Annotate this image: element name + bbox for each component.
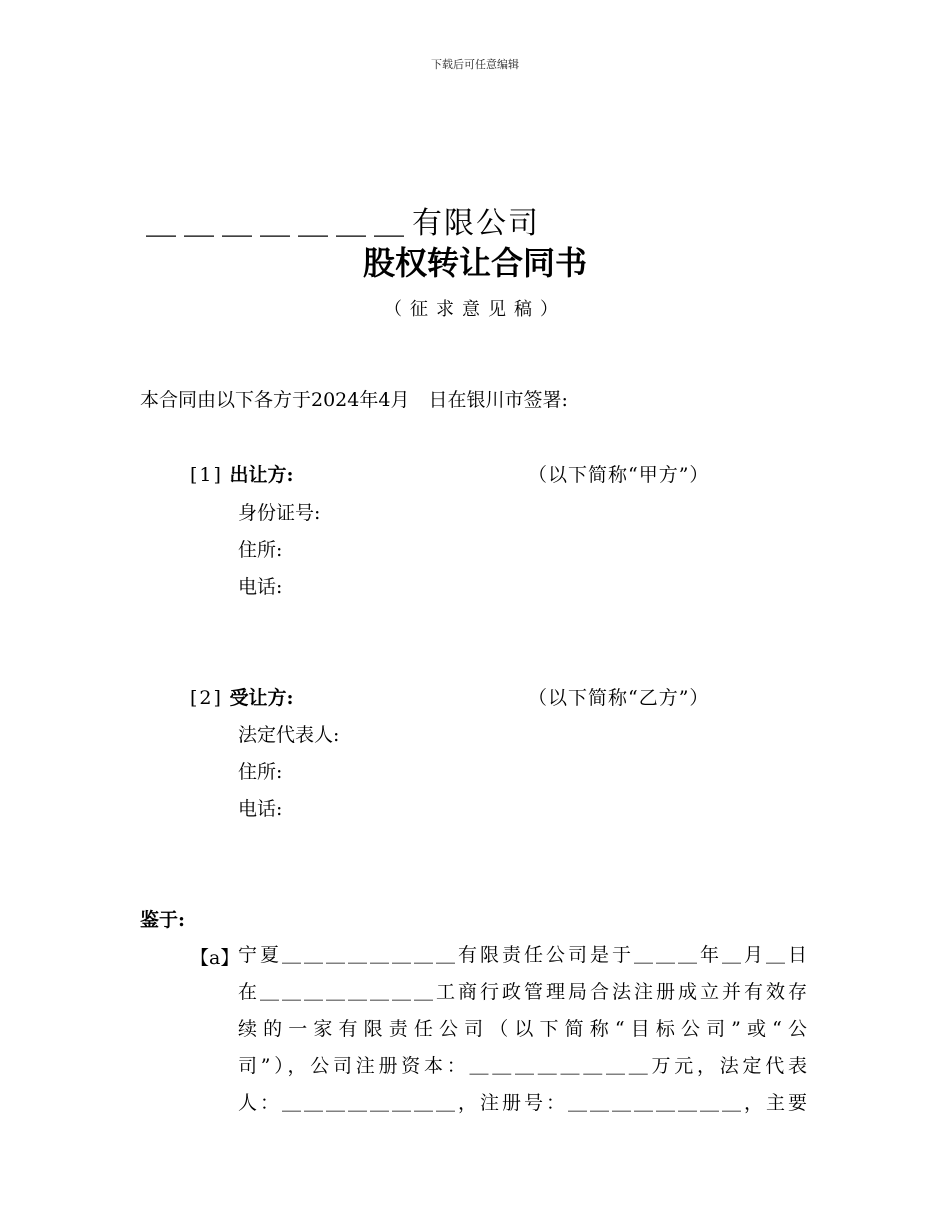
header-note: 下载后可任意编辑 bbox=[431, 58, 519, 71]
party2-legal-rep-field: 法定代表人: bbox=[238, 724, 340, 746]
party2-abbreviation: （以下简称“乙方”） bbox=[528, 687, 710, 709]
party1-phone-field: 电话: bbox=[238, 576, 283, 598]
whereas-heading: 鉴于: bbox=[140, 909, 186, 931]
party1-number: [1] bbox=[190, 464, 223, 486]
clause-a-marker: 【a】 bbox=[190, 947, 240, 969]
party2-label: 受让方: bbox=[229, 687, 294, 709]
clause-a-body bbox=[238, 937, 810, 1122]
party2-heading bbox=[190, 683, 294, 710]
party1-label: 出让方: bbox=[229, 464, 294, 486]
company-name-line bbox=[146, 198, 540, 242]
clause-a-line: 司”），公司注册资本：＿＿＿＿＿＿＿＿万元，法定代表 bbox=[238, 1055, 810, 1077]
intro-sentence: 本合同由以下各方于2024年4月 日在银川市签署: bbox=[140, 389, 568, 411]
party2-address-field: 住所: bbox=[238, 761, 283, 783]
party1-address-field: 住所: bbox=[238, 539, 283, 561]
party1-heading bbox=[190, 460, 294, 487]
clause-a-line: 宁夏＿＿＿＿＿＿＿＿有限责任公司是于＿＿＿年＿月＿日 bbox=[238, 944, 811, 966]
company-suffix: 有限公司 bbox=[412, 206, 540, 241]
clause-a-line: 续的一家有限责任公司（以下简称“目标公司”或“公 bbox=[238, 1018, 810, 1040]
clause-a-line: 人：＿＿＿＿＿＿＿＿，注册号：＿＿＿＿＿＿＿＿，主要 bbox=[238, 1092, 811, 1114]
party2-number: [2] bbox=[190, 687, 223, 709]
clause-a-line: 在＿＿＿＿＿＿＿＿工商行政管理局合法注册成立并有效存 bbox=[238, 981, 811, 1003]
document-title: 股权转让合同书 bbox=[362, 244, 587, 282]
party1-id-number-field: 身份证号: bbox=[238, 502, 321, 524]
company-name-blank: ＿＿＿＿＿＿＿ bbox=[146, 206, 412, 241]
party2-phone-field: 电话: bbox=[238, 798, 283, 820]
document-subtitle: （征求意见稿） bbox=[384, 299, 566, 320]
party1-abbreviation: （以下简称“甲方”） bbox=[528, 464, 710, 486]
